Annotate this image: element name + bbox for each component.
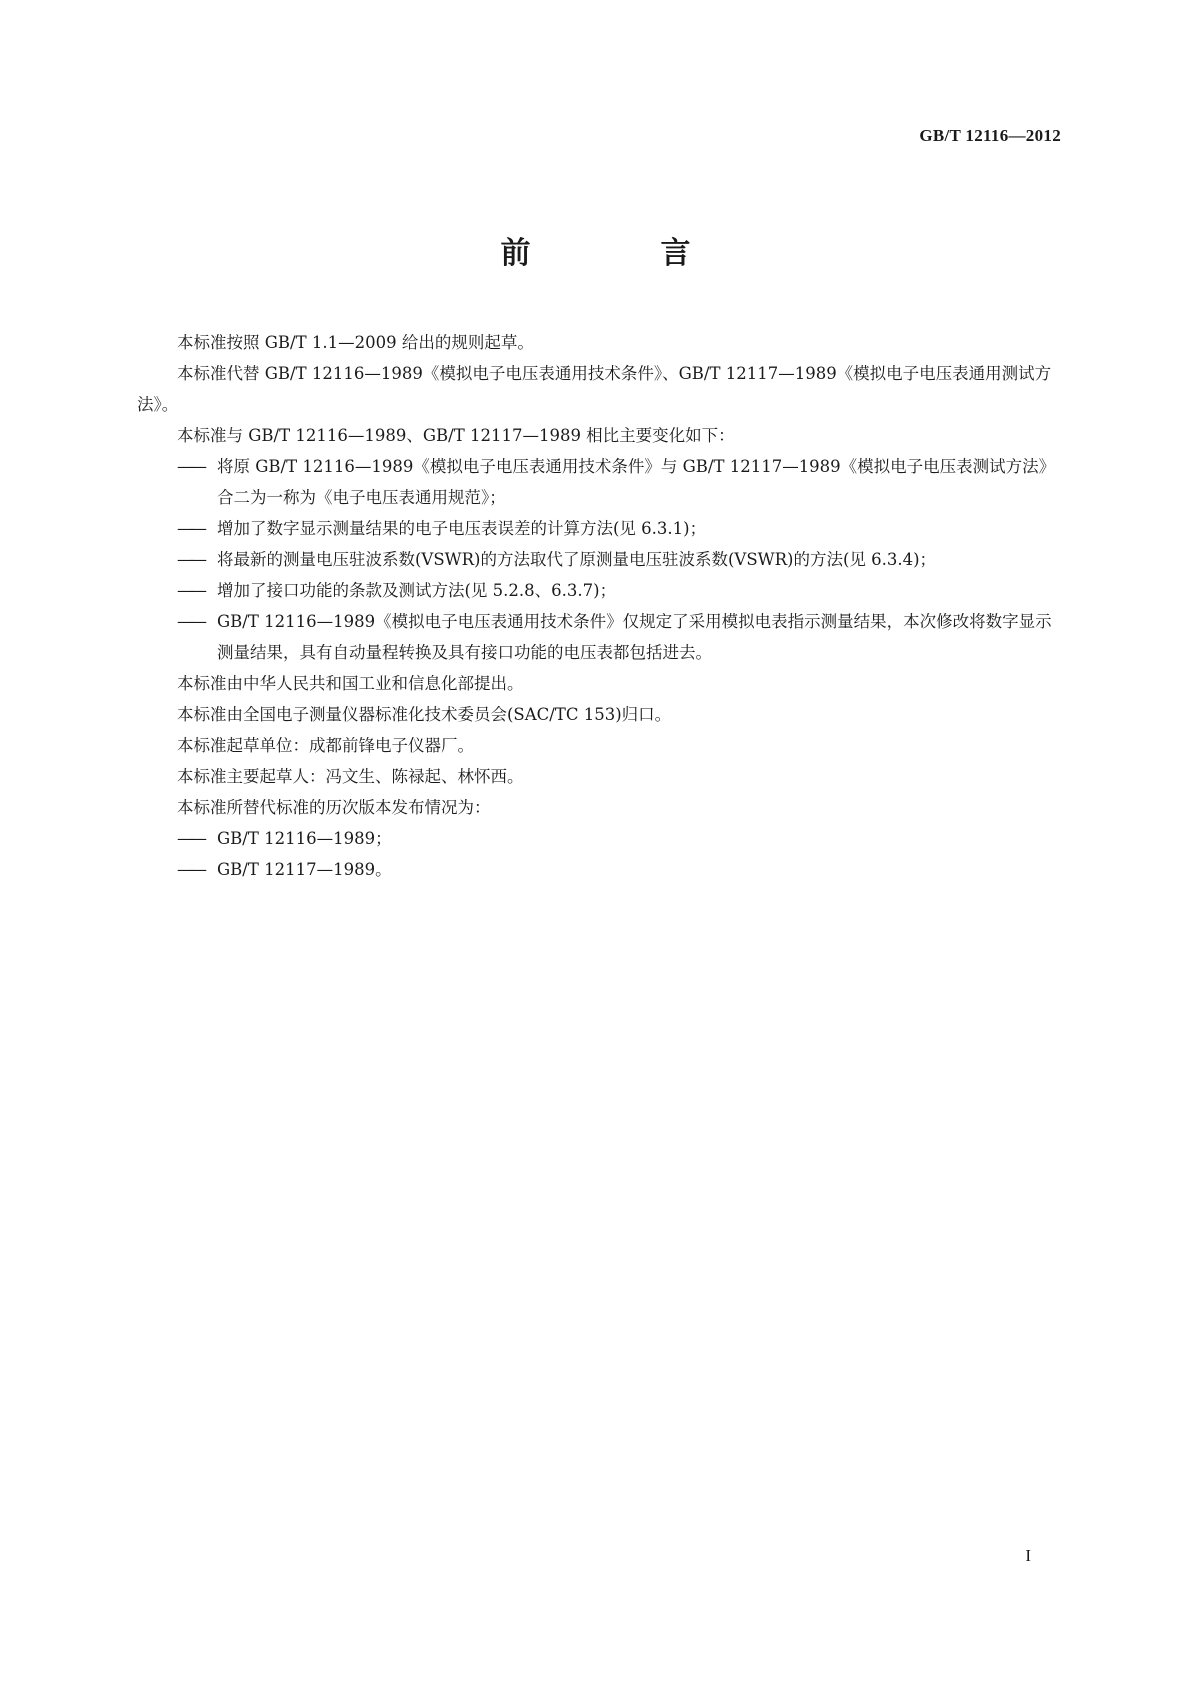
dash-marker: ——: [177, 581, 204, 600]
change-item: [137, 451, 1057, 513]
change-item-text: 增加了接口功能的条款及测试方法(见 5.2.8、6.3.7)；: [217, 581, 617, 600]
dash-marker: ——: [177, 550, 204, 569]
change-item: [137, 575, 1057, 606]
dash-marker: ——: [177, 457, 204, 476]
change-item-text: 将最新的测量电压驻波系数(VSWR)的方法取代了原测量电压驻波系数(VSWR)的方法(见 6.3.4)；: [217, 550, 937, 569]
change-item: [137, 606, 1057, 668]
change-item: [137, 544, 1057, 575]
change-item: [137, 513, 1057, 544]
paragraph-replaces: 本标准代替 GB/T 12116—1989《模拟电子电压表通用技术条件》、GB/T 12117—1989《模拟电子电压表通用测试方法》。: [137, 364, 1052, 414]
paragraph-committee: 本标准由全国电子测量仪器标准化技术委员会(SAC/TC 153)归口。: [177, 705, 672, 724]
paragraph-proposer: 本标准由中华人民共和国工业和信息化部提出。: [177, 674, 524, 693]
history-item: [137, 823, 1057, 854]
history-item: [137, 854, 1057, 885]
change-item-text: GB/T 12116—1989《模拟电子电压表通用技术条件》仅规定了采用模拟电表指示测量结果，本次修改将数字显示测量结果，具有自动量程转换及具有接口功能的电压表都包括进去。: [217, 612, 1052, 662]
change-item-text: 增加了数字显示测量结果的电子电压表误差的计算方法(见 6.3.1)；: [217, 519, 707, 538]
dash-marker: ——: [177, 829, 204, 848]
paragraph-drafting-unit: 本标准起草单位：成都前锋电子仪器厂。: [177, 736, 474, 755]
page-title: 前 言: [500, 236, 741, 271]
paragraph-history-intro: 本标准所替代标准的历次版本发布情况为：: [177, 798, 491, 817]
dash-marker: ——: [177, 612, 204, 631]
foreword-body: [137, 327, 1057, 885]
paragraph-drafting-rules: 本标准按照 GB/T 1.1—2009 给出的规则起草。: [177, 333, 534, 352]
history-item-text: GB/T 12116—1989；: [217, 829, 392, 848]
history-item-text: GB/T 12117—1989。: [217, 860, 392, 879]
change-item-text: 将原 GB/T 12116—1989《模拟电子电压表通用技术条件》与 GB/T 12117—1989《模拟电子电压表测试方法》合二为一称为《电子电压表通用规范》；: [217, 457, 1056, 507]
document-code: GB/T 12116—2012: [919, 126, 1061, 145]
dash-marker: ——: [177, 860, 204, 879]
paragraph-changes-intro: 本标准与 GB/T 12116—1989、GB/T 12117—1989 相比主要变化如下：: [177, 426, 735, 445]
dash-marker: ——: [177, 519, 204, 538]
paragraph-drafters: 本标准主要起草人：冯文生、陈禄起、林怀西。: [177, 767, 524, 786]
page-number: I: [1025, 1546, 1031, 1565]
